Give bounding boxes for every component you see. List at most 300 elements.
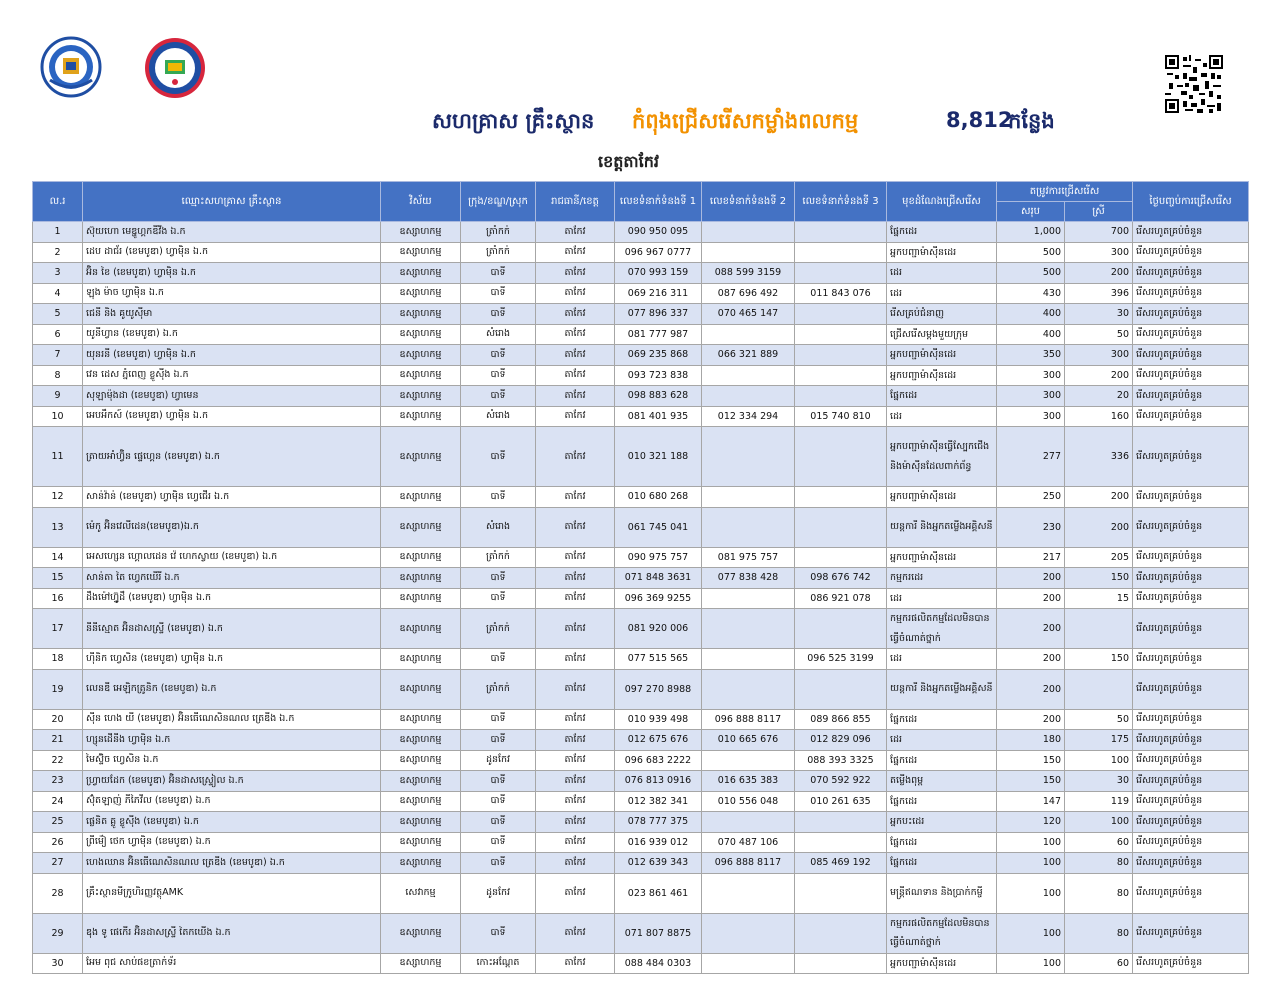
cell-total: 100 xyxy=(997,853,1065,874)
cell-name: អែម ពុជ សាប់ផខត្រាក់ទ័រ xyxy=(83,953,381,974)
cell-phone3 xyxy=(795,365,887,386)
cell-phone1: 078 777 375 xyxy=(615,812,702,833)
cell-no: 5 xyxy=(33,304,83,325)
cell-phone1: 090 975 757 xyxy=(615,547,702,568)
cell-phone3: 089 866 855 xyxy=(795,709,887,730)
cell-province: តាកែវ xyxy=(536,771,615,792)
cell-province: តាកែវ xyxy=(536,304,615,325)
table-row xyxy=(33,304,1249,325)
cell-district: បាទី xyxy=(461,304,536,325)
cell-name: សាន់តា តៃ ហ្វេកឃើរី ឯ.ក xyxy=(83,568,381,589)
cell-district: បាទី xyxy=(461,487,536,508)
cell-province: តាកែវ xyxy=(536,730,615,751)
cell-deadline: រើសរហូតគ្រប់ចំនួន xyxy=(1133,730,1249,751)
cell-female xyxy=(1065,669,1133,709)
cell-phone1: 077 896 337 xyxy=(615,304,702,325)
col-phone3: លេខទំនាក់ទំនងទី 3 xyxy=(795,182,887,222)
cell-deadline: រើសរហូតគ្រប់ចំនួន xyxy=(1133,304,1249,325)
cell-position: កម្មករដេរ xyxy=(887,568,997,589)
cell-phone2: 096 888 8117 xyxy=(702,853,795,874)
cell-no: 16 xyxy=(33,588,83,609)
cell-phone3 xyxy=(795,324,887,345)
col-phone2: លេខទំនាក់ទំនងទី 2 xyxy=(702,182,795,222)
cell-sector: ឧស្សាហកម្ម xyxy=(381,365,461,386)
table-row xyxy=(33,263,1249,284)
cell-phone1: 090 950 095 xyxy=(615,222,702,243)
cell-district: បាទី xyxy=(461,365,536,386)
cell-district: បាទី xyxy=(461,588,536,609)
cell-name: ដឹងម៉ៅហ្វ៊ូដឹ (ខេមបូឌា) ហ្វាម៉ិន ឯ.ក xyxy=(83,588,381,609)
cell-position: អ្នកបញ្ជាម៉ាស៊ីនដេរ xyxy=(887,953,997,974)
cell-province: តាកែវ xyxy=(536,283,615,304)
cell-deadline: រើសរហូតគ្រប់ចំនួន xyxy=(1133,547,1249,568)
cell-female: 100 xyxy=(1065,812,1133,833)
cell-province: តាកែវ xyxy=(536,812,615,833)
cell-deadline: រើសរហូតគ្រប់ចំនួន xyxy=(1133,873,1249,913)
nea-logo xyxy=(143,36,207,100)
cell-no: 12 xyxy=(33,487,83,508)
cell-female: 30 xyxy=(1065,304,1133,325)
col-province: រាជធានី/ខេត្ត xyxy=(536,182,615,222)
cell-name: អ៊ិន ខៃ (ខេមបូឌា) ហ្វាម៉ិន ឯ.ក xyxy=(83,263,381,284)
cell-name: មៃស៊្ទិច ហ្វេសិន ឯ.ក xyxy=(83,750,381,771)
table-row xyxy=(33,730,1249,751)
cell-district: បាទី xyxy=(461,345,536,366)
cell-phone2: 016 635 383 xyxy=(702,771,795,792)
cell-female: 160 xyxy=(1065,406,1133,427)
cell-phone1: 069 235 868 xyxy=(615,345,702,366)
cell-sector: ឧស្សាហកម្ម xyxy=(381,953,461,974)
col-female: ស្រី xyxy=(1065,202,1133,222)
table-row xyxy=(33,427,1249,487)
cell-district: បាទី xyxy=(461,730,536,751)
cell-sector: ឧស្សាហកម្ម xyxy=(381,791,461,812)
cell-name: វេន ដេស ភ្នំពេញ ខ្លូស៊ីង ឯ.ក xyxy=(83,365,381,386)
col-position: មុខដំណែងជ្រើសរើស xyxy=(887,182,997,222)
cell-deadline: រើសរហូតគ្រប់ចំនួន xyxy=(1133,588,1249,609)
cell-phone3: 088 393 3325 xyxy=(795,750,887,771)
cell-deadline: រើសរហូតគ្រប់ចំនួន xyxy=(1133,427,1249,487)
cell-phone2: 066 321 889 xyxy=(702,345,795,366)
table-row xyxy=(33,709,1249,730)
cell-no: 9 xyxy=(33,386,83,407)
cell-no: 23 xyxy=(33,771,83,792)
cell-female: 700 xyxy=(1065,222,1133,243)
table-row xyxy=(33,386,1249,407)
cell-phone3 xyxy=(795,812,887,833)
cell-no: 13 xyxy=(33,507,83,547)
cell-sector: ឧស្សាហកម្ម xyxy=(381,609,461,649)
cell-phone3 xyxy=(795,507,887,547)
cell-phone3 xyxy=(795,873,887,913)
cell-female: 80 xyxy=(1065,873,1133,913)
cell-total: 250 xyxy=(997,487,1065,508)
cell-sector: ឧស្សាហកម្ម xyxy=(381,406,461,427)
table-row xyxy=(33,669,1249,709)
cell-province: តាកែវ xyxy=(536,791,615,812)
cell-phone1: 012 382 341 xyxy=(615,791,702,812)
cell-total: 200 xyxy=(997,609,1065,649)
cell-phone2 xyxy=(702,507,795,547)
cell-deadline: រើសរហូតគ្រប់ចំនួន xyxy=(1133,609,1249,649)
cell-female: 80 xyxy=(1065,853,1133,874)
cell-district: បាទី xyxy=(461,263,536,284)
cell-female: 200 xyxy=(1065,507,1133,547)
cell-district: បាទី xyxy=(461,913,536,953)
cell-district: សំរោង xyxy=(461,507,536,547)
cell-phone1: 093 723 838 xyxy=(615,365,702,386)
cell-female: 200 xyxy=(1065,365,1133,386)
cell-province: តាកែវ xyxy=(536,669,615,709)
cell-position: កម្មករផលិតកម្មដែលមិនបានធ្វើចំណាត់ថ្នាក់ xyxy=(887,913,997,953)
cell-deadline: រើសរហូតគ្រប់ចំនួន xyxy=(1133,953,1249,974)
cell-district: បាទី xyxy=(461,771,536,792)
cell-total: 350 xyxy=(997,345,1065,366)
cell-name: ឡុង ម៉ាច ហ្វាម៉ិន ឯ.ក xyxy=(83,283,381,304)
cell-sector: ឧស្សាហកម្ម xyxy=(381,649,461,670)
cell-deadline: រើសរហូតគ្រប់ចំនួន xyxy=(1133,283,1249,304)
table-row xyxy=(33,913,1249,953)
cell-province: តាកែវ xyxy=(536,873,615,913)
cell-total: 147 xyxy=(997,791,1065,812)
cell-no: 2 xyxy=(33,242,83,263)
table-row xyxy=(33,406,1249,427)
cell-district: បាទី xyxy=(461,853,536,874)
cell-phone3 xyxy=(795,222,887,243)
cell-district: បាទី xyxy=(461,791,536,812)
cell-phone2 xyxy=(702,669,795,709)
cell-name: ស៊ុំតឡាញ់ ភីភៃវីល (ខេមបូឌា) ឯ.ក xyxy=(83,791,381,812)
cell-deadline: រើសរហូតគ្រប់ចំនួន xyxy=(1133,487,1249,508)
cell-deadline: រើសរហូតគ្រប់ចំនួន xyxy=(1133,812,1249,833)
table-row xyxy=(33,812,1249,833)
table-row xyxy=(33,242,1249,263)
cell-phone3 xyxy=(795,242,887,263)
cell-name: អេបអឹកស៍ (ខេមបូឌា) ហ្វាម៉ិន ឯ.ក xyxy=(83,406,381,427)
cell-district: ត្រាំកក់ xyxy=(461,222,536,243)
cell-phone1: 016 939 012 xyxy=(615,832,702,853)
col-sector: វិស័យ xyxy=(381,182,461,222)
table-row xyxy=(33,283,1249,304)
col-total: សរុប xyxy=(997,202,1065,222)
cell-no: 7 xyxy=(33,345,83,366)
cell-total: 217 xyxy=(997,547,1065,568)
cell-phone2 xyxy=(702,588,795,609)
cell-phone2 xyxy=(702,324,795,345)
cell-district: ដូនកែវ xyxy=(461,873,536,913)
cell-total: 400 xyxy=(997,324,1065,345)
cell-name: ហ្វ្រាយដែក (ខេមបូឌា) អ៊ិនដាសស្ទ្រៀល ឯ.ក xyxy=(83,771,381,792)
cell-deadline: រើសរហូតគ្រប់ចំនួន xyxy=(1133,771,1249,792)
cell-phone2 xyxy=(702,222,795,243)
cell-total: 200 xyxy=(997,568,1065,589)
cell-position: ផ្នែកដេរ xyxy=(887,222,997,243)
cell-name: សាន់វ៉ាន់ (ខេមបូឌា) ហ្វាម៉ិន ហ្វេជើរ ឯ.ក xyxy=(83,487,381,508)
cell-phone2: 010 665 676 xyxy=(702,730,795,751)
cell-phone1: 098 883 628 xyxy=(615,386,702,407)
cell-sector: ឧស្សាហកម្ម xyxy=(381,547,461,568)
table-row xyxy=(33,507,1249,547)
cell-female: 60 xyxy=(1065,832,1133,853)
cell-total: 100 xyxy=(997,873,1065,913)
cell-female: 396 xyxy=(1065,283,1133,304)
cell-female: 50 xyxy=(1065,324,1133,345)
cell-sector: ឧស្សាហកម្ម xyxy=(381,812,461,833)
cell-phone3 xyxy=(795,913,887,953)
cell-deadline: រើសរហូតគ្រប់ចំនួន xyxy=(1133,386,1249,407)
cell-position: ផ្នែកដេរ xyxy=(887,750,997,771)
cell-phone1: 012 639 343 xyxy=(615,853,702,874)
cell-district: បាទី xyxy=(461,649,536,670)
cell-phone3 xyxy=(795,547,887,568)
cell-phone1: 071 807 8875 xyxy=(615,913,702,953)
cell-female: 200 xyxy=(1065,487,1133,508)
table-row xyxy=(33,832,1249,853)
cell-province: តាកែវ xyxy=(536,487,615,508)
cell-no: 14 xyxy=(33,547,83,568)
cell-position: ជ្រើសរើសម្ដងមួយក្រុម xyxy=(887,324,997,345)
cell-position: អ្នកបញ្ជាម៉ាស៊ីនដេរ xyxy=(887,242,997,263)
col-no: ល.រ xyxy=(33,182,83,222)
cell-position: ដេរ xyxy=(887,406,997,427)
cell-female: 80 xyxy=(1065,913,1133,953)
cell-total: 300 xyxy=(997,406,1065,427)
col-phone1: លេខទំនាក់ទំនងទី 1 xyxy=(615,182,702,222)
cell-total: 200 xyxy=(997,669,1065,709)
cell-phone1: 096 683 2222 xyxy=(615,750,702,771)
cell-position: យន្តការី និងអ្នកតម្លើងអគ្គិសនី xyxy=(887,669,997,709)
cell-name: ជេនី និង គូយូស៊ីមា xyxy=(83,304,381,325)
cell-female: 300 xyxy=(1065,345,1133,366)
cell-position: អ្នកបញ្ជាម៉ាស៊ីនដេរ xyxy=(887,547,997,568)
cell-no: 4 xyxy=(33,283,83,304)
cell-district: បាទី xyxy=(461,832,536,853)
cell-no: 1 xyxy=(33,222,83,243)
cell-female: 200 xyxy=(1065,263,1133,284)
cell-phone3: 098 676 742 xyxy=(795,568,887,589)
job-table xyxy=(32,181,1249,974)
table-row xyxy=(33,568,1249,589)
cell-no: 20 xyxy=(33,709,83,730)
cell-phone1: 071 848 3631 xyxy=(615,568,702,589)
cell-total: 500 xyxy=(997,242,1065,263)
cell-sector: ឧស្សាហកម្ម xyxy=(381,386,461,407)
cell-total: 100 xyxy=(997,913,1065,953)
cell-deadline: រើសរហូតគ្រប់ចំនួន xyxy=(1133,365,1249,386)
cell-female: 205 xyxy=(1065,547,1133,568)
cell-total: 180 xyxy=(997,730,1065,751)
cell-province: តាកែវ xyxy=(536,427,615,487)
cell-sector: ឧស្សាហកម្ម xyxy=(381,832,461,853)
province-subtitle: ខេត្តតាកែវ xyxy=(598,152,659,171)
cell-sector: ឧស្សាហកម្ម xyxy=(381,263,461,284)
cell-province: តាកែវ xyxy=(536,222,615,243)
cell-sector: ឧស្សាហកម្ម xyxy=(381,669,461,709)
title-recruiting: កំពុងជ្រើសរើសកម្លាំងពលកម្ម xyxy=(632,109,859,133)
cell-phone2 xyxy=(702,873,795,913)
cell-province: តាកែវ xyxy=(536,345,615,366)
cell-phone2: 077 838 428 xyxy=(702,568,795,589)
cell-sector: ឧស្សាហកម្ម xyxy=(381,222,461,243)
cell-sector: ឧស្សាហកម្ម xyxy=(381,730,461,751)
cell-female: 336 xyxy=(1065,427,1133,487)
cell-deadline: រើសរហូតគ្រប់ចំនួន xyxy=(1133,324,1249,345)
cell-phone1: 023 861 461 xyxy=(615,873,702,913)
cell-phone1: 096 369 9255 xyxy=(615,588,702,609)
cell-phone3: 010 261 635 xyxy=(795,791,887,812)
cell-sector: ឧស្សាហកម្ម xyxy=(381,588,461,609)
cell-position: ផ្នែកដេរ xyxy=(887,853,997,874)
cell-province: តាកែវ xyxy=(536,609,615,649)
cell-total: 200 xyxy=(997,649,1065,670)
cell-province: តាកែវ xyxy=(536,406,615,427)
cell-sector: ឧស្សាហកម្ម xyxy=(381,853,461,874)
cell-phone1: 010 939 498 xyxy=(615,709,702,730)
cell-sector: ឧស្សាហកម្ម xyxy=(381,913,461,953)
cell-female: 30 xyxy=(1065,771,1133,792)
cell-phone3 xyxy=(795,832,887,853)
cell-total: 200 xyxy=(997,588,1065,609)
cell-female: 20 xyxy=(1065,386,1133,407)
cell-position: ផ្នែកដេរ xyxy=(887,832,997,853)
cell-district: ដូនកែវ xyxy=(461,750,536,771)
cell-phone3 xyxy=(795,304,887,325)
cell-district: កោះអណ្តែត xyxy=(461,953,536,974)
cell-female: 50 xyxy=(1065,709,1133,730)
cell-name: អេសហ្សេន ហ្គោលដេន វ៉េ ហេកស្វាយ (ខេមបូឌា) ឯ.ក xyxy=(83,547,381,568)
cell-name: លេនឌី អេឡិកត្រូនិក (ខេមបូឌា) ឯ.ក xyxy=(83,669,381,709)
cell-province: តាកែវ xyxy=(536,953,615,974)
cell-phone3 xyxy=(795,345,887,366)
cell-province: តាកែវ xyxy=(536,568,615,589)
cell-phone3 xyxy=(795,487,887,508)
cell-no: 27 xyxy=(33,853,83,874)
cell-total: 100 xyxy=(997,953,1065,974)
cell-no: 3 xyxy=(33,263,83,284)
cell-name: យុនរនី (ខេមបូឌា) ហ្វាម៉ិន ឯ.ក xyxy=(83,345,381,366)
cell-no: 17 xyxy=(33,609,83,649)
cell-phone1: 077 515 565 xyxy=(615,649,702,670)
cell-position: រើសគ្រប់ជំនាញ xyxy=(887,304,997,325)
cell-deadline: រើសរហូតគ្រប់ចំនួន xyxy=(1133,242,1249,263)
cell-total: 200 xyxy=(997,709,1065,730)
cell-female: 60 xyxy=(1065,953,1133,974)
cell-district: ត្រាំកក់ xyxy=(461,669,536,709)
cell-female: 150 xyxy=(1065,649,1133,670)
cell-phone3: 011 843 076 xyxy=(795,283,887,304)
cell-position: ដេរ xyxy=(887,283,997,304)
cell-position: ដេរ xyxy=(887,588,997,609)
cell-phone3 xyxy=(795,953,887,974)
cell-phone3: 096 525 3199 xyxy=(795,649,887,670)
cell-female xyxy=(1065,609,1133,649)
cell-phone1: 096 967 0777 xyxy=(615,242,702,263)
cell-phone1: 081 777 987 xyxy=(615,324,702,345)
cell-deadline: រើសរហូតគ្រប់ចំនួន xyxy=(1133,669,1249,709)
cell-deadline: រើសរហូតគ្រប់ចំនួន xyxy=(1133,406,1249,427)
table-row xyxy=(33,365,1249,386)
cell-name: គ្រឹះស្ថានមីក្រូហិរញ្ញវត្ថុAMK xyxy=(83,873,381,913)
cell-province: តាកែវ xyxy=(536,832,615,853)
cell-total: 230 xyxy=(997,507,1065,547)
cell-deadline: រើសរហូតគ្រប់ចំនួន xyxy=(1133,709,1249,730)
cell-deadline: រើសរហូតគ្រប់ចំនួន xyxy=(1133,649,1249,670)
cell-sector: ឧស្សាហកម្ម xyxy=(381,242,461,263)
cell-position: អ្នកបញ្ជាម៉ាស៊ីនដេរ xyxy=(887,487,997,508)
cell-phone2 xyxy=(702,649,795,670)
cell-no: 15 xyxy=(33,568,83,589)
cell-position: អ្នកបញ្ជាម៉ាស៊ីនដេរ xyxy=(887,345,997,366)
cell-name: ដេប ដាជ័រ (ខេមបូឌា) ហ្វាម៉ិន ឯ.ក xyxy=(83,242,381,263)
cell-name: សុឡាម៉ុងដា (ខេមបូឌា) ហ្វាមេន xyxy=(83,386,381,407)
cell-phone2 xyxy=(702,953,795,974)
cell-no: 19 xyxy=(33,669,83,709)
cell-phone3 xyxy=(795,609,887,649)
cell-total: 300 xyxy=(997,386,1065,407)
table-row xyxy=(33,791,1249,812)
cell-no: 26 xyxy=(33,832,83,853)
cell-deadline: រើសរហូតគ្រប់ចំនួន xyxy=(1133,568,1249,589)
cell-sector: ឧស្សាហកម្ម xyxy=(381,283,461,304)
cell-no: 8 xyxy=(33,365,83,386)
cell-sector: ឧស្សាហកម្ម xyxy=(381,345,461,366)
cell-phone1: 081 920 006 xyxy=(615,609,702,649)
cell-district: បាទី xyxy=(461,568,536,589)
cell-province: តាកែវ xyxy=(536,547,615,568)
cell-female: 150 xyxy=(1065,568,1133,589)
cell-phone2 xyxy=(702,427,795,487)
cell-position: ដេរ xyxy=(887,649,997,670)
cell-no: 22 xyxy=(33,750,83,771)
cell-name: ឌុង ទូ ផេកើរ អ៊ិនដាសស្ទ្រី តៃកឃើង ឯ.ក xyxy=(83,913,381,953)
table-row xyxy=(33,609,1249,649)
cell-district: បាទី xyxy=(461,427,536,487)
table-row xyxy=(33,873,1249,913)
title-total: 8,812 xyxy=(946,108,1013,132)
cell-name: ព្រីម៉ៀ ថេក ហ្វាម៉ិន (ខេមបូឌា) ឯ.ក xyxy=(83,832,381,853)
cell-no: 6 xyxy=(33,324,83,345)
cell-province: តាកែវ xyxy=(536,913,615,953)
cell-district: ត្រាំកក់ xyxy=(461,609,536,649)
cell-total: 300 xyxy=(997,365,1065,386)
cell-total: 430 xyxy=(997,283,1065,304)
cell-phone2 xyxy=(702,386,795,407)
cell-phone1: 069 216 311 xyxy=(615,283,702,304)
cell-phone3 xyxy=(795,427,887,487)
cell-sector: ឧស្សាហកម្ម xyxy=(381,324,461,345)
cell-position: ផ្នែកដេរ xyxy=(887,386,997,407)
cell-name: ស៊ីន ហេង យី (ខេមបូឌា) អ៊ិនធើណេសិនណល ត្រេឌីង ឯ.ក xyxy=(83,709,381,730)
cell-sector: ឧស្សាហកម្ម xyxy=(381,568,461,589)
cell-no: 30 xyxy=(33,953,83,974)
cell-phone3: 015 740 810 xyxy=(795,406,887,427)
qr-code-icon xyxy=(1165,55,1223,113)
cell-position: តម្លើងពុម្ព xyxy=(887,771,997,792)
cell-sector: ឧស្សាហកម្ម xyxy=(381,304,461,325)
cell-female: 300 xyxy=(1065,242,1133,263)
cell-deadline: រើសរហូតគ្រប់ចំនួន xyxy=(1133,853,1249,874)
cell-phone1: 081 401 935 xyxy=(615,406,702,427)
cell-phone3: 086 921 078 xyxy=(795,588,887,609)
cell-position: អ្នកបញ្ជាម៉ាស៊ីនធ្វើស្បែកជើង និងម៉ាស៊ីនដែលពាក់ព័ន្ធ xyxy=(887,427,997,487)
cell-phone2: 087 696 492 xyxy=(702,283,795,304)
cell-phone1: 088 484 0303 xyxy=(615,953,702,974)
cell-sector: ឧស្សាហកម្ម xyxy=(381,771,461,792)
cell-total: 400 xyxy=(997,304,1065,325)
cell-no: 18 xyxy=(33,649,83,670)
cell-phone3: 085 469 192 xyxy=(795,853,887,874)
cell-province: តាកែវ xyxy=(536,588,615,609)
